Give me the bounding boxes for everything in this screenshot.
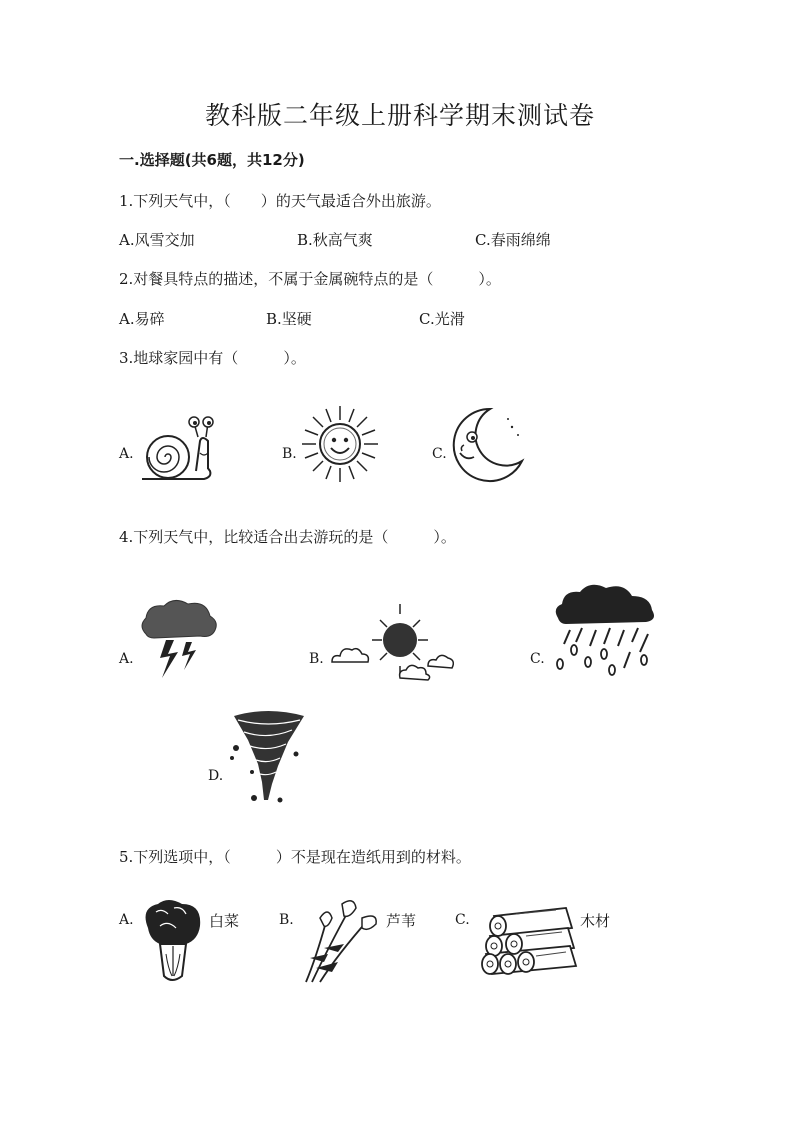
heavy-rain-icon <box>552 578 660 678</box>
question-4-option-a[interactable]: A. <box>119 651 134 667</box>
snail-icon <box>138 413 218 483</box>
question-4-text: 4.下列天气中，比较适合出去游玩的是（ ）。 <box>119 528 456 546</box>
question-4-option-d[interactable]: D. <box>208 768 224 784</box>
question-3-option-c[interactable]: C. <box>432 446 447 462</box>
question-1-text: 1.下列天气中，（ ）的天气最适合外出旅游。 <box>119 192 441 210</box>
question-3-option-a[interactable]: A. <box>119 446 134 462</box>
question-4-option-c[interactable]: C. <box>530 651 545 667</box>
thunderstorm-icon <box>136 596 220 684</box>
question-5-option-b[interactable]: B. <box>279 912 294 928</box>
question-3-text: 3.地球家园中有（ ）。 <box>119 349 306 367</box>
question-5-caption-b: 芦苇 <box>386 912 417 930</box>
question-1-option-c[interactable]: C.春雨绵绵 <box>475 231 551 249</box>
moon-face-icon <box>446 405 526 485</box>
page-title: 教科版二年级上册科学期末测试卷 <box>204 101 595 130</box>
section-heading: 一.选择题(共6题，共12分) <box>119 151 305 169</box>
question-5-option-a[interactable]: A. <box>119 912 134 928</box>
question-2-option-a[interactable]: A.易碎 <box>119 310 165 328</box>
question-5-option-c[interactable]: C. <box>455 912 470 928</box>
question-2-option-b[interactable]: B.坚硬 <box>266 310 312 328</box>
question-3-option-b[interactable]: B. <box>282 446 297 462</box>
logs-icon <box>476 902 584 978</box>
tornado-icon <box>228 708 308 804</box>
cabbage-icon <box>138 898 208 984</box>
question-2-text: 2.对餐具特点的描述，不属于金属碗特点的是（ ）。 <box>119 270 501 288</box>
question-1-option-b[interactable]: B.秋高气爽 <box>297 231 373 249</box>
sun-face-icon <box>300 404 380 484</box>
question-4-option-b[interactable]: B. <box>309 651 324 667</box>
question-5-caption-c: 木材 <box>580 912 611 930</box>
question-5-caption-a: 白菜 <box>209 912 240 930</box>
sunny-icon <box>328 602 458 682</box>
question-2-option-c[interactable]: C.光滑 <box>419 310 465 328</box>
question-1-option-a[interactable]: A.风雪交加 <box>119 231 195 249</box>
question-5-text: 5.下列选项中，（ ）不是现在造纸用到的材料。 <box>119 848 471 866</box>
reed-icon <box>298 898 382 984</box>
